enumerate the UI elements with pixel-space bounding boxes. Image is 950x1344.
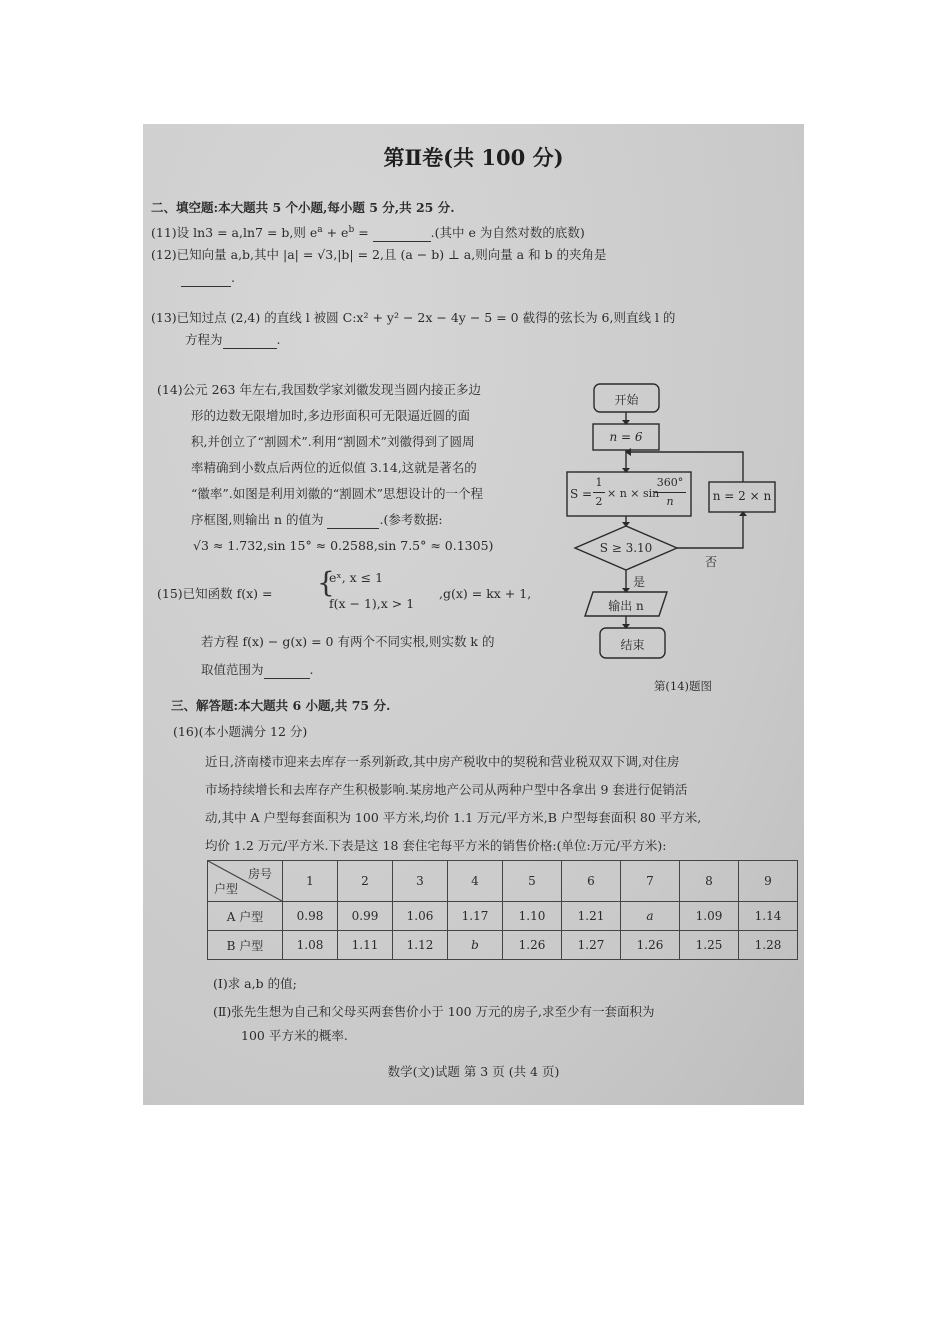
table-cell: 1.12 — [393, 931, 448, 960]
table-header-cell: 1 — [283, 861, 338, 902]
flow-no-label: 否 — [705, 555, 718, 569]
question-14-l4: 率精确到小数点后两位的近似值 3.14,这就是著名的 — [191, 460, 477, 475]
exam-page — [143, 124, 804, 1105]
question-15-l1: (15)已知函数 f(x) = — [157, 586, 273, 601]
question-16-p2: 市场持续增长和去库存产生积极影响.某房地产公司从两种户型中各拿出 9 套进行促销活 — [205, 782, 688, 797]
table-header-cell: 4 — [448, 861, 503, 902]
question-12-line2: . — [181, 270, 235, 287]
flow-output-label: 输出 n — [608, 599, 644, 613]
question-13: (13)已知过点 (2,4) 的直线 l 被圆 C:x² + y² − 2x − 4y − 5 = 0 截得的弦长为 6,则直线 l 的 — [151, 310, 676, 325]
table-cell: 1.26 — [503, 931, 562, 960]
table-cell: 1.09 — [680, 902, 739, 931]
flow-frac-bar — [593, 492, 605, 493]
question-15-l2: 若方程 f(x) − g(x) = 0 有两个不同实根,则实数 k 的 — [201, 634, 495, 649]
flow-formula-num: 1 — [595, 476, 603, 489]
answer-blank — [373, 225, 431, 242]
question-14-l6: 序框图,则输出 n 的值为 .(参考数据: — [191, 512, 443, 527]
answer-blank — [264, 662, 310, 679]
table-cell: 1.11 — [338, 931, 393, 960]
question-16-p4: 均价 1.2 万元/平方米.下表是这 18 套住宅每平方米的销售价格:(单位:万元/平方米): — [205, 838, 667, 853]
flow-formula-mid: × n × sin — [607, 487, 660, 500]
question-16-p1: 近日,济南楼市迎来去库存一系列新政,其中房产税收中的契税和营业税双双下调,对住房 — [205, 754, 680, 769]
flowchart-caption: 第(14)题图 — [653, 679, 713, 693]
flow-angle-bar — [654, 492, 686, 493]
table-header-cell: 6 — [562, 861, 621, 902]
question-14-l2: 形的边数无限增加时,多边形面积可无限逼近圆的面 — [191, 408, 470, 423]
question-16-part1: (Ⅰ)求 a,b 的值; — [213, 976, 297, 991]
table-cell: b — [448, 931, 503, 960]
table-cell: a — [621, 902, 680, 931]
flow-start-label: 开始 — [614, 393, 639, 407]
question-13-line2: 方程为 . — [185, 332, 281, 347]
question-15-g: ,g(x) = kx + 1, — [439, 586, 532, 601]
table-cell: 1.21 — [562, 902, 621, 931]
question-16-p3: 动,其中 A 户型每套面积为 100 平方米,均价 1.1 万元/平方米,B 户型每套面积 80 平方米, — [205, 810, 702, 825]
table-cell: 1.27 — [562, 931, 621, 960]
flow-update-label: n = 2 × n — [712, 489, 772, 503]
question-14-l3: 积,并创立了“割圆术”.利用“割圆术”刘徽得到了圆周 — [191, 434, 475, 449]
table-cell: 1.10 — [503, 902, 562, 931]
table-header-cell: 2 — [338, 861, 393, 902]
question-14-l1: (14)公元 263 年左右,我国数学家刘徽发现当圆内接正多边 — [157, 382, 481, 397]
table-cell: 1.08 — [283, 931, 338, 960]
flow-init-label: n = 6 — [609, 430, 643, 444]
answer-blank — [181, 270, 231, 287]
answer-blank — [327, 512, 379, 529]
table-row — [208, 902, 798, 931]
table-cell: 0.99 — [338, 902, 393, 931]
table-cell: 0.98 — [283, 902, 338, 931]
table-row-label: A 户型 — [208, 902, 283, 931]
flow-yes-label: 是 — [633, 575, 646, 589]
flowchart — [563, 376, 803, 706]
table-header-cell: 7 — [621, 861, 680, 902]
question-14-l7: √3 ≈ 1.732,sin 15° ≈ 0.2588,sin 7.5° ≈ 0.1305) — [193, 538, 494, 553]
price-table — [207, 860, 798, 960]
flow-loop-line-1 — [677, 512, 743, 548]
section3-header: 三、解答题:本大题共 6 小题,共 75 分. — [171, 698, 391, 713]
corner-bottom-label: 户型 — [214, 882, 239, 896]
table-cell: 1.14 — [739, 902, 798, 931]
flow-formula-lhs: S = — [570, 487, 593, 501]
question-15-l3: 取值范围为 . — [201, 662, 314, 677]
page-title: 第Ⅱ卷(共 100 分) — [383, 145, 564, 170]
corner-top-label: 房号 — [247, 867, 272, 881]
table-cell: 1.06 — [393, 902, 448, 931]
table-row — [208, 931, 798, 960]
question-16-part2-l2: 100 平方米的概率. — [241, 1028, 348, 1043]
table-header-cell: 8 — [680, 861, 739, 902]
flow-arrowhead-3 — [622, 522, 630, 527]
question-16-head: (16)(本小题满分 12 分) — [173, 724, 308, 739]
table-cell: 1.28 — [739, 931, 798, 960]
question-11: (11)设 ln3 = a,ln7 = b,则 $e^a + e^b$ = .(其中 e 为自然对数的底数) — [151, 225, 585, 241]
piecewise-case-2: f(x − 1),x > 1 — [329, 596, 415, 611]
table-header-cell: 5 — [503, 861, 562, 902]
flow-condition-label: S ≥ 3.10 — [599, 541, 653, 555]
question-16-part2-l1: (Ⅱ)张先生想为自己和父母买两套售价小于 100 万元的房子,求至少有一套面积为 — [213, 1004, 655, 1019]
table-header-cell: 3 — [393, 861, 448, 902]
table-cell: 1.26 — [621, 931, 680, 960]
table-row-label: B 户型 — [208, 931, 283, 960]
answer-blank — [223, 332, 277, 349]
section2-header: 二、填空题:本大题共 5 个小题,每小题 5 分,共 25 分. — [151, 200, 455, 215]
flow-formula-angle-den: n — [666, 495, 674, 508]
table-header-row — [208, 861, 798, 902]
piecewise-case-1: eˣ, x ≤ 1 — [329, 570, 384, 585]
table-header-cell: 9 — [739, 861, 798, 902]
page-footer: 数学(文)试题 第 3 页 (共 4 页) — [387, 1064, 560, 1079]
table-corner-cell — [208, 861, 283, 902]
flow-end-label: 结束 — [620, 638, 645, 652]
question-12: (12)已知向量 a,b,其中 |a| = √3,|b| = 2,且 (a − b) ⊥ a,则向量 a 和 b 的夹角是 — [151, 247, 607, 262]
table-cell: 1.25 — [680, 931, 739, 960]
flow-formula-den: 2 — [595, 495, 603, 508]
brace-glyph: { — [317, 566, 335, 599]
question-14-l5: “徽率”.如图是利用刘徽的“割圆术”思想设计的一个程 — [191, 486, 484, 501]
table-cell: 1.17 — [448, 902, 503, 931]
flow-formula-angle-num: 360° — [656, 476, 684, 489]
